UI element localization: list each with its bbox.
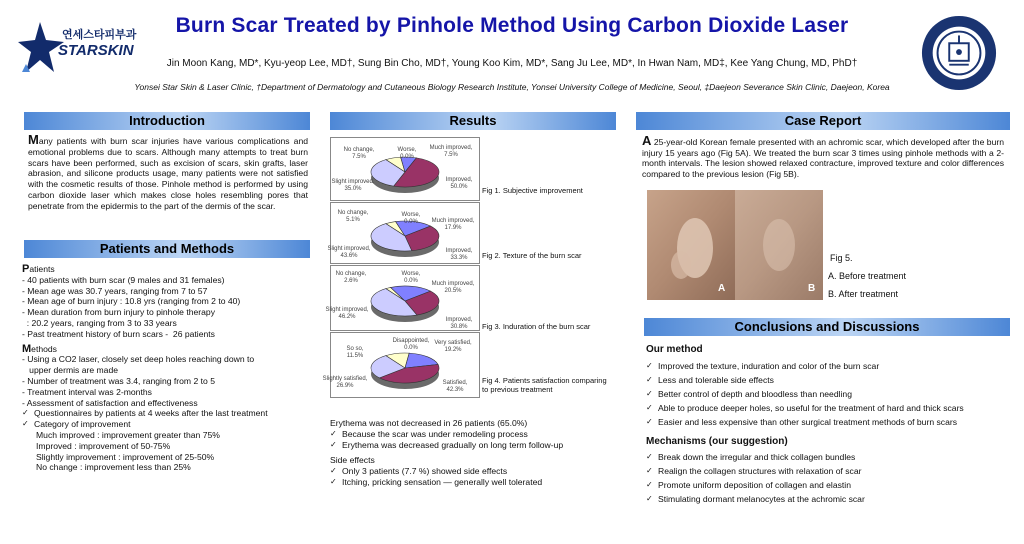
pie-label: Slight improved, 46.2%	[325, 307, 369, 320]
introduction-dropcap: M	[28, 132, 39, 147]
logo-english-text: STARSKIN	[58, 42, 134, 59]
fig3-caption: Fig 3. Induration of the burn scar	[482, 322, 591, 331]
poster-title: Burn Scar Treated by Pinhole Method Using Carbon Dioxide Laser	[175, 14, 849, 37]
pie-label: Slight improved, 35.0%	[331, 179, 375, 192]
side-effects-title: Side effects	[330, 455, 375, 466]
patients-list	[22, 275, 314, 340]
improvement-category-item: Improved : improvement of 50-75%	[36, 440, 171, 451]
pie-label: No change, 7.5%	[343, 147, 375, 160]
mechanisms-list	[646, 450, 1012, 506]
pie-label: Slight improved, 43.6%	[327, 246, 371, 259]
methods-list-item: - Assessment of satisfaction and effectiveness	[22, 397, 198, 408]
photo-b-label: B	[808, 283, 816, 294]
pie-label: Improved, 50.0%	[445, 177, 473, 190]
mechanism-item: ✓ Break down the irregular and thick collagen bundles	[646, 450, 1012, 464]
methods-list	[22, 354, 314, 408]
side-effect-item: ✓ Itching, pricking sensation — generally well tolerated	[330, 477, 620, 488]
erythema-list	[330, 429, 620, 451]
pie-label: Much improved, 17.9%	[431, 218, 475, 231]
pie-label: No change, 2.6%	[335, 271, 367, 284]
author-list: Jin Moon Kang, MD*, Kyu-yeop Lee, MD†, Sung Bin Cho, MD†, Young Koo Kim, MD*, Sang Ju Lee, MD*, In Hwan Nam, MD‡, Kee Yang Chung, MD, PhD†	[166, 58, 858, 69]
patients-methods-header: Patients and Methods	[24, 240, 310, 258]
pie-label: Improved, 30.8%	[445, 317, 473, 330]
pie-chart-2-panel	[327, 202, 480, 264]
improvement-category-item: Much improved : improvement greater than 75%	[36, 429, 220, 440]
our-method-list	[646, 359, 1012, 429]
results-text	[330, 418, 620, 488]
pie-chart-4	[322, 333, 479, 397]
introduction-body: any patients with burn scar injuries have various complications and emotional problems due to scars. Although many attempts to treat burn scars have been performed, such as excision of scars, skin grafts, laser abrasion, and silicone products usage, many patients were not satisfied with the cosmetic results of those. Pinhole method is performed by using carbon dioxide laser which makes close holes resembling pores that penetrate from the epidermis to the part of the dermis of the scar.	[28, 136, 308, 211]
patients-list-item: - Past treatment history of burn scars - 26 patients	[22, 328, 215, 339]
our-method-item: ✓ Able to produce deeper holes, so useful for the treatment of hard and thick scars	[646, 401, 1012, 415]
patients-list-item: - Mean duration from burn injury to pinhole therapy	[22, 307, 215, 318]
logo-korean-text: 연세스타피부과	[62, 29, 137, 41]
methods-list-item: upper dermis are made	[22, 365, 119, 376]
fig4-caption: Fig 4. Patients satisfaction comparing to previous treatment	[482, 376, 607, 394]
pie-label: Much improved, 20.5%	[431, 281, 475, 294]
mechanism-item: ✓ Stimulating dormant melanocytes at the achromic scar	[646, 492, 1012, 506]
our-method-item: ✓ Less and tolerable side effects	[646, 373, 1012, 387]
patients-subheading: Patients	[22, 263, 55, 275]
improvement-category-item: Slightly improvement : improvement of 25-50%	[36, 451, 215, 462]
mechanisms-title: Mechanisms (our suggestion)	[646, 435, 788, 447]
patients-list-item: - Mean age of burn injury : 10.8 yrs (ranging from 2 to 40)	[22, 296, 241, 307]
pie-chart-1	[331, 138, 479, 200]
pie-label: Slightly satisfied, 26.9%	[322, 376, 368, 389]
side-effect-item: ✓ Only 3 patients (7.7 %) showed side effects	[330, 466, 620, 477]
methods-list-item: - Number of treatment was 3.4, ranging from 2 to 5	[22, 375, 215, 386]
pie-label: Improved, 33.3%	[445, 248, 473, 261]
pie-label: Worse, 0.0%	[401, 271, 421, 284]
case-body: 25-year-old Korean female presented with an achromic scar, which developed after the burn injury 15 years ago (Fig 5A). We treated the burn scar 3 times using pinhole methods with a 2-month intervals. The lesion showed relaxed contracture, improved texture and color differences compared to the previous lesion (Fig 5B).	[642, 137, 1004, 179]
introduction-text	[28, 132, 308, 212]
results-header: Results	[330, 112, 616, 130]
erythema-item: ✓ Erythema was decreased gradually on long term follow-up	[330, 440, 620, 451]
methods-list-item: - Using a CO2 laser, closely set deep holes reaching down to	[22, 354, 255, 365]
patients-methods-body	[22, 264, 314, 473]
introduction-header: Introduction	[24, 112, 310, 130]
erythema-item: ✓ Because the scar was under remodeling process	[330, 429, 620, 440]
patients-list-item: : 20.2 years, ranging from 3 to 33 years	[22, 317, 177, 328]
pie-label: Satisfied, 42.3%	[442, 380, 468, 393]
improvement-category-list	[22, 430, 314, 473]
patients-list-item: - 40 patients with burn scar (9 males and 31 females)	[22, 274, 225, 285]
pie-label: Much improved, 7.5%	[429, 145, 473, 158]
fig2-caption: Fig 2. Texture of the burn scar	[482, 251, 582, 260]
methods-check-category: ✓ Category of improvement	[22, 419, 314, 430]
case-report-header: Case Report	[636, 112, 1010, 130]
pie-label: No change, 5.1%	[337, 210, 369, 223]
pie-chart-4-panel	[322, 332, 480, 398]
pie-label: Disappointed, 0.0%	[392, 338, 430, 351]
pie-label: Worse, 0.0%	[401, 212, 421, 225]
pie-chart-3-panel	[325, 265, 480, 331]
methods-subheading: Methods	[22, 342, 57, 355]
case-report-text	[642, 133, 1004, 179]
pie-label: Very satisfied, 19.2%	[434, 340, 472, 353]
pie-chart-3	[325, 266, 479, 330]
pie-label: So so, 11.5%	[346, 346, 364, 359]
our-method-title: Our method	[646, 344, 703, 355]
our-method-item: ✓ Improved the texture, induration and color of the burn scar	[646, 359, 1012, 373]
methods-list-item: - Treatment interval was 2-months	[22, 386, 152, 397]
fig5-title: Fig 5.	[830, 253, 853, 263]
pie-chart-2	[327, 203, 479, 263]
methods-check-questionnaire: ✓ Questionnaires by patients at 4 weeks after the last treatment	[22, 408, 314, 419]
case-dropcap: A	[642, 133, 652, 148]
pie-chart-1-panel	[330, 137, 480, 201]
conclusions-header: Conclusions and Discussions	[644, 318, 1010, 336]
fig5-a-caption: A. Before treatment	[828, 271, 907, 281]
fig1-caption: Fig 1. Subjective improvement	[482, 186, 583, 195]
pie-label: Worse, 0.0%	[397, 147, 417, 160]
patients-list-item: - Mean age was 30.7 years, ranging from 7 to 57	[22, 285, 208, 296]
yonsei-university-seal	[920, 14, 998, 92]
mechanism-item: ✓ Realign the collagen structures with relaxation of scar	[646, 464, 1012, 478]
our-method-item: ✓ Better control of depth and bloodless than needling	[646, 387, 1012, 401]
improvement-category-item: No change : improvement less than 25%	[36, 462, 191, 473]
affiliation-line: Yonsei Star Skin & Laser Clinic, †Department of Dermatology and Cutaneous Biology Research Institute, Yonsei University College of Medicine, Seoul, ‡Daejeon Severance Skin Clinic, Daejeon, Korea	[134, 82, 890, 92]
mechanism-item: ✓ Promote uniform deposition of collagen and elastin	[646, 478, 1012, 492]
erythema-title: Erythema was not decreased in 26 patients (65.0%)	[330, 418, 528, 428]
photo-a-label: A	[718, 283, 726, 294]
our-method-item: ✓ Easier and less expensive than other surgical treatment methods of burn scars	[646, 415, 1012, 429]
fig5-b-caption: B. After treatment	[828, 289, 899, 299]
side-effects-list	[330, 466, 620, 488]
conclusions-body	[646, 345, 1012, 506]
